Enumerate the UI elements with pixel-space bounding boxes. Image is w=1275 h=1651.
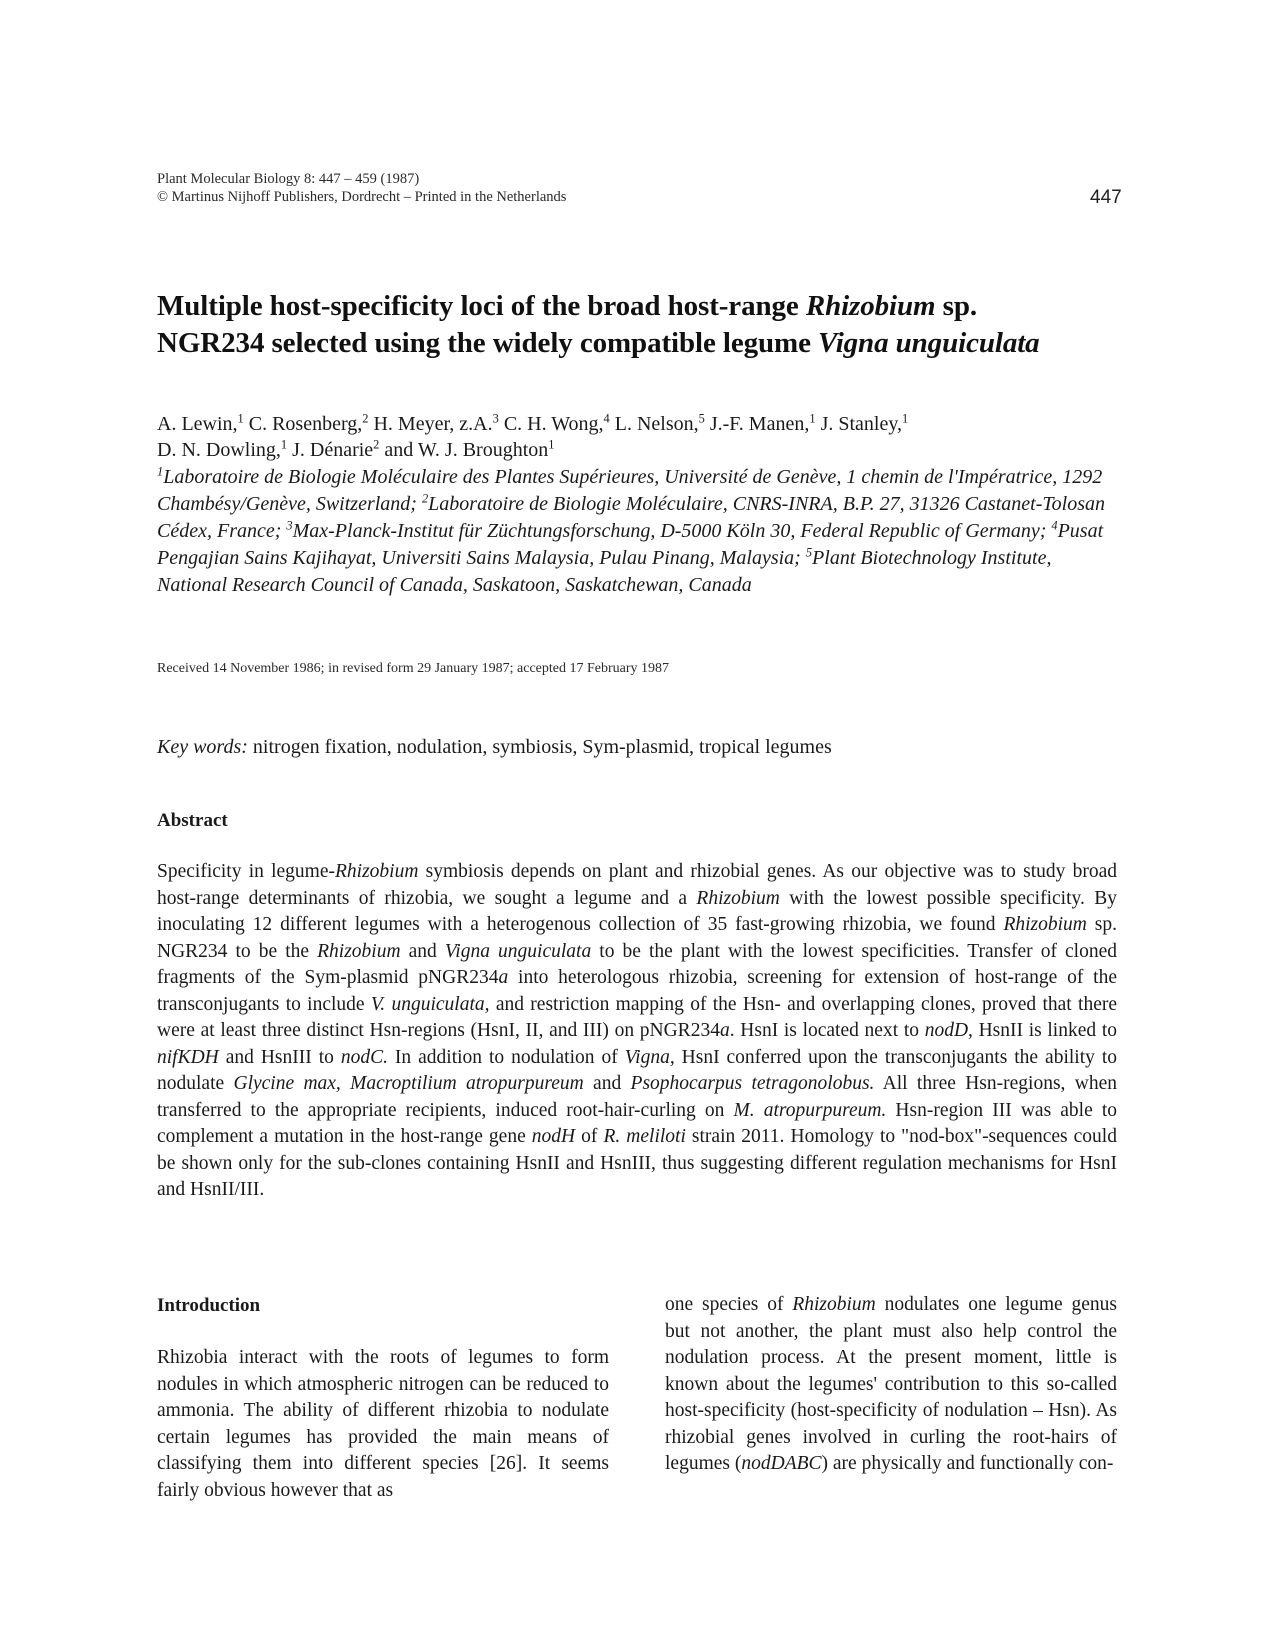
text-run: with the lowest possible specificity. By inoculating 12 different legumes with a heterogenous collection of 35 fast-growing rhizobia, we found — [157, 887, 1117, 935]
text-run: into heterologous rhizobia, screening for extension of host-range of the transconjugants to include — [157, 967, 1117, 1015]
affiliation: $^4$Pusat Pengajian Sains Kajihayat, Universiti Sains Malaysia, Pulau Pinang, Malaysia; — [157, 518, 1104, 569]
italic-text-run: Rhizobium — [696, 887, 780, 909]
author: A. Lewin,$^1$ — [157, 411, 244, 435]
journal-header — [157, 170, 566, 206]
paper-title — [157, 288, 1137, 362]
text-run: to be the plant with the lowest specificities. Transfer of cloned fragments of the Sym-plasmid pNGR234 — [157, 940, 1117, 988]
author-list — [157, 411, 1117, 463]
italic-text-run: nodDABC — [741, 1453, 822, 1474]
italic-text-run: Rhizobium — [317, 940, 401, 962]
italic-text-run: Glycine max, Macroptilium atropurpureum — [233, 1073, 584, 1094]
italic-text-run: Rhizobium — [335, 861, 419, 882]
journal-citation: Plant Molecular Biology 8: 447 – 459 (1987) — [157, 171, 420, 187]
italic-text-run: nifKDH — [157, 1046, 219, 1068]
italic-text-run: Vigna unguiculata — [444, 940, 592, 962]
text-run: nodulates one legume genus but not another, the plant must also help control the nodulation process. At the present moment, little is known about the legumes' contribution to this so-called host-specificity (host-specificity of nodulation – Hsn). As rhizobial genes involved in curling the root-hairs of legumes ( — [665, 1294, 1118, 1474]
affiliation: $^3$Max-Planck-Institut für Züchtungsforschung, D-5000 Köln 30, Federal Republic of Germany; — [286, 518, 1052, 542]
author: J.-F. Manen,$^1$ — [704, 411, 816, 435]
text-run: HsnI conferred upon the transconjugants the ability to nodulate — [157, 1046, 1117, 1094]
text-run: Hsn-region III was able to complement a mutation in the host-range gene — [157, 1099, 1118, 1147]
author: C. H. Wong,$^4$ — [498, 411, 610, 435]
received-dates: Received 14 November 1986; in revised form 29 January 1987; accepted 17 February 1987 — [157, 661, 670, 676]
author: D. N. Dowling,$^1$ — [157, 437, 288, 461]
introduction-right-column — [665, 1292, 1117, 1478]
keywords-text: nitrogen fixation, nodulation, symbiosis, Sym-plasmid, tropical legumes — [247, 736, 832, 758]
text-run: one species of — [665, 1294, 793, 1315]
text-run: of — [575, 1126, 604, 1147]
affiliation: $^5$Plant Biotechnology Institute, National Research Council of Canada, Saskatoon, Saskatchewan, Canada — [157, 545, 1052, 596]
text-run: . HsnI is located next to — [729, 1020, 925, 1041]
publisher-line: © Martinus Nijhoff Publishers, Dordrecht – Printed in the Netherlands — [157, 189, 567, 205]
italic-text-run: Psophocarpus tetragonolobus. — [630, 1073, 875, 1094]
italic-text-run: Rhizobium — [1003, 914, 1087, 935]
title-line-2: NGR234 selected using the widely compatible legume Vigna unguiculata — [157, 327, 1040, 359]
italic-text-run: nodD, — [924, 1020, 973, 1041]
introduction-left-column — [157, 1345, 609, 1504]
italic-text-run: nodC. — [340, 1046, 388, 1068]
title-line-1: Multiple host-specificity loci of the broad host-range Rhizobium sp. — [157, 290, 978, 322]
author: J. Dénarie$^2$ — [287, 437, 380, 461]
text-run: Specificity in legume- — [157, 861, 335, 882]
author: C. Rosenberg,$^2$ — [243, 411, 369, 435]
page-number: 447 — [1090, 187, 1122, 208]
author: L. Nelson,$^5$ — [609, 411, 705, 435]
text-run: strain 2011. Homology to "nod-box"-sequences could be shown only for the sub-clones containing HsnII and HsnIII, thus suggesting different regulation mechanisms for HsnI and HsnII/III. — [157, 1126, 1117, 1200]
keywords — [157, 736, 832, 759]
text-run: and HsnIII to — [218, 1046, 341, 1068]
text-run: and — [400, 940, 445, 962]
italic-text-run: M. atropurpureum. — [733, 1099, 887, 1121]
text-run: All three Hsn-regions, when transferred to the appropriate recipients, induced root-hair-curling on — [157, 1073, 1117, 1121]
text-run: symbiosis depends on plant and rhizobial genes. As our objective was to study broad host-range determinants of rhizobia, we sought a legume and a — [157, 861, 1117, 909]
author: H. Meyer, z.A.$^3$ — [368, 411, 499, 435]
introduction-heading: Introduction — [157, 1295, 261, 1316]
text-run: and — [583, 1073, 631, 1094]
italic-text-run: R. meliloti — [603, 1126, 686, 1147]
affiliation: $^2$Laboratoire de Biologie Moléculaire, CNRS-INRA, B.P. 27, 31326 Castanet-Tolosan Cédex, France; — [157, 491, 1105, 542]
italic-text-run: a — [719, 1020, 730, 1041]
author: J. Stanley,$^1$ — [815, 411, 909, 435]
text-run: Rhizobia interact with the roots of legumes to form nodules in which atmospheric nitrogen can be reduced to ammonia. The ability of different rhizobia to nodulate certain legumes has provided the main means of classifying them into different species [26]. It seems fairly obvious however that as — [157, 1347, 609, 1501]
text-run: HsnII is linked to — [972, 1020, 1117, 1041]
author: and W. J. Broughton$^1$ — [379, 437, 555, 461]
italic-text-run: nodH — [531, 1126, 576, 1147]
text-run: sp. NGR234 to be the — [157, 914, 1117, 962]
affiliation: $^1$Laboratoire de Biologie Moléculaire des Plantes Supérieures, Université de Genève, 1 chemin de l'Impératrice, 1292 Chambésy/Genève, Switzerland; — [157, 464, 1103, 515]
text-run: ) are physically and functionally con- — [821, 1453, 1114, 1474]
abstract-heading: Abstract — [157, 810, 228, 831]
keywords-label: Key words: — [157, 736, 248, 758]
abstract-body — [157, 859, 1117, 1204]
affiliations — [157, 464, 1117, 599]
italic-text-run: Vigna, — [624, 1046, 675, 1068]
text-run: and restriction mapping of the Hsn- and overlapping clones, proved that there were at least three distinct Hsn-regions (HsnI, II, and III) on pNGR234 — [157, 993, 1118, 1041]
text-run: In addition to nodulation of — [387, 1046, 625, 1068]
italic-text-run: Rhizobium — [792, 1294, 876, 1315]
italic-text-run: V. unguiculata, — [370, 993, 490, 1015]
italic-text-run: a — [498, 967, 509, 988]
